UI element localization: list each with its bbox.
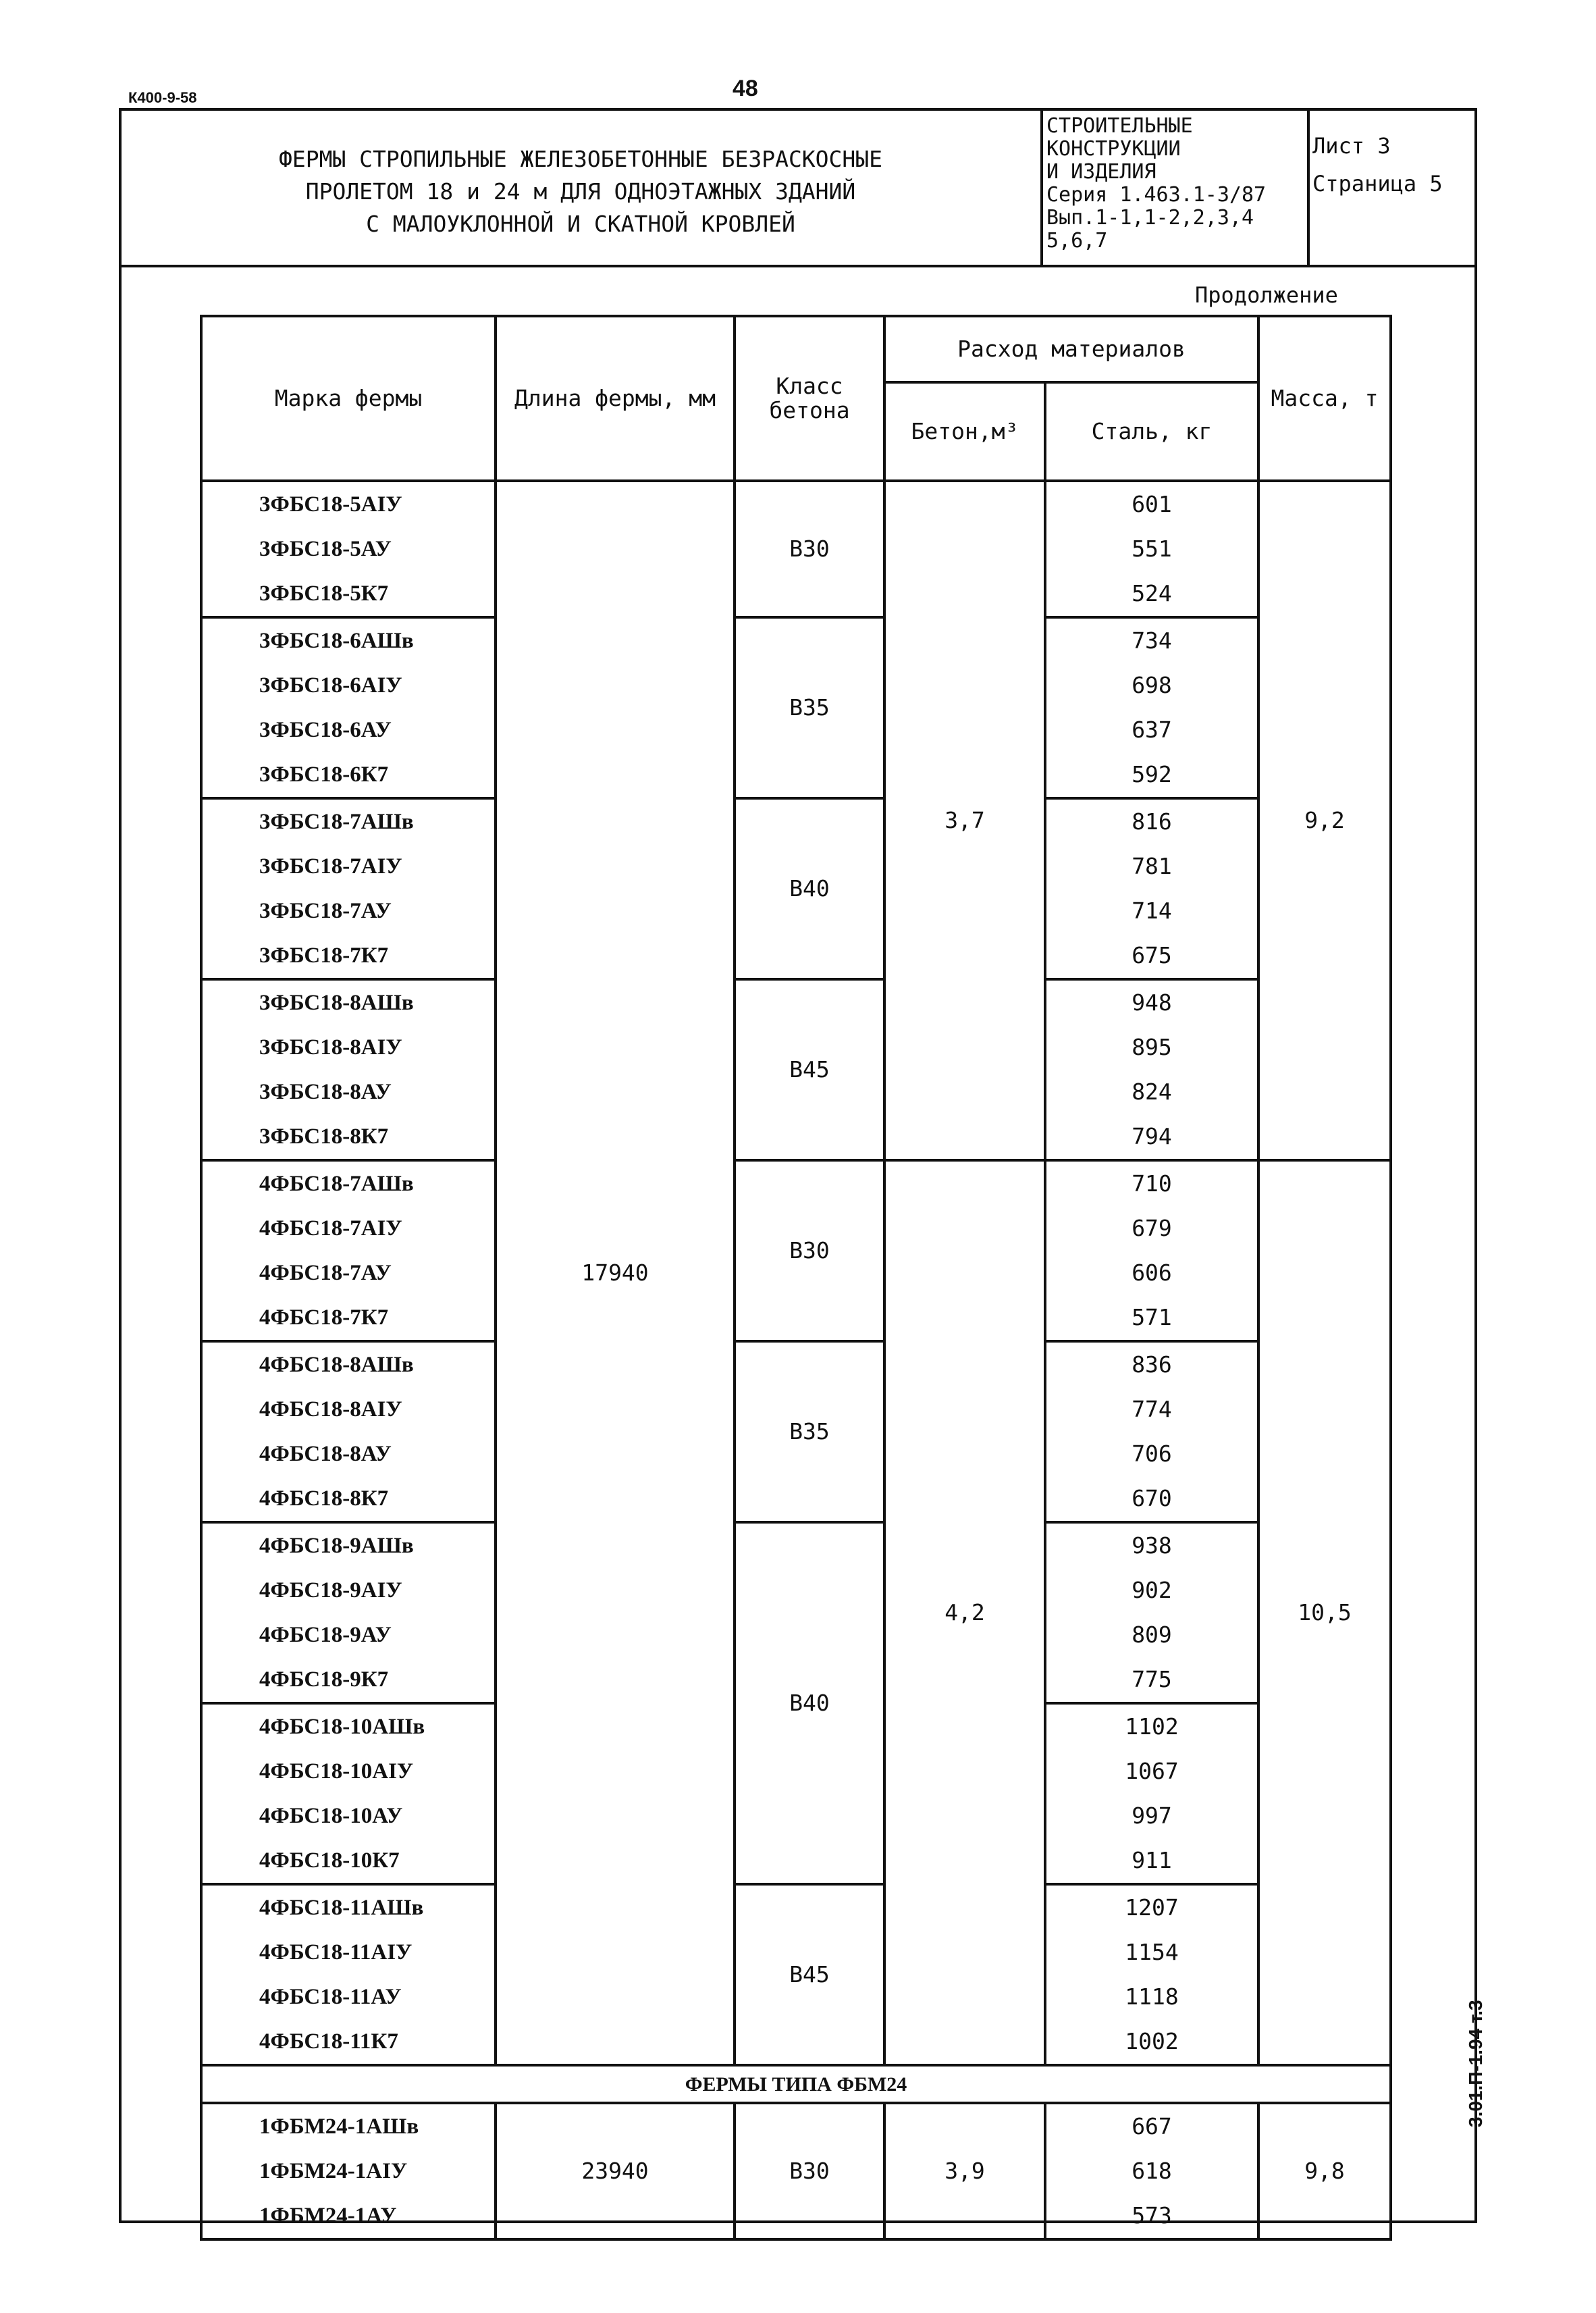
truss-mark: 3ФБС18-6АIУ bbox=[201, 663, 496, 708]
table-row bbox=[201, 2103, 1391, 2149]
steel-consumption: 1118 bbox=[1045, 1975, 1258, 2019]
steel-consumption: 679 bbox=[1045, 1206, 1258, 1251]
steel-consumption: 836 bbox=[1045, 1341, 1258, 1387]
steel-consumption: 606 bbox=[1045, 1251, 1258, 1295]
steel-consumption: 698 bbox=[1045, 663, 1258, 708]
title-line: ФЕРМЫ СТРОПИЛЬНЫЕ ЖЕЛЕЗОБЕТОННЫЕ БЕЗРАСКОСНЫЕ bbox=[278, 146, 883, 172]
concrete-class: B40 bbox=[735, 798, 884, 979]
title-line: С МАЛОУКЛОННОЙ И СКАТНОЙ КРОВЛЕЙ bbox=[366, 211, 795, 237]
continuation-label: Продолжение bbox=[1195, 282, 1338, 308]
steel-consumption: 1002 bbox=[1045, 2019, 1258, 2065]
steel-consumption: 675 bbox=[1045, 933, 1258, 979]
truss-mark: 1ФБМ24-1АШв bbox=[201, 2103, 496, 2149]
section-title: ФЕРМЫ ТИПА ФБМ24 bbox=[201, 2065, 1391, 2103]
truss-length: 23940 bbox=[496, 2103, 735, 2239]
truss-mark: 4ФБС18-7АIУ bbox=[201, 1206, 496, 1251]
truss-mark: 4ФБС18-10АIУ bbox=[201, 1749, 496, 1794]
steel-consumption: 809 bbox=[1045, 1613, 1258, 1657]
steel-consumption: 592 bbox=[1045, 752, 1258, 798]
truss-mark: 3ФБС18-8АШв bbox=[201, 979, 496, 1025]
sheet-info bbox=[1312, 127, 1443, 203]
truss-mark: 3ФБС18-8АIУ bbox=[201, 1025, 496, 1070]
steel-consumption: 1102 bbox=[1045, 1703, 1258, 1749]
steel-consumption: 670 bbox=[1045, 1476, 1258, 1522]
steel-consumption: 524 bbox=[1045, 571, 1258, 617]
truss-mark: 4ФБС18-7АШв bbox=[201, 1160, 496, 1206]
sheet-page: Страница 5 bbox=[1312, 171, 1443, 197]
steel-consumption: 706 bbox=[1045, 1432, 1258, 1476]
steel-consumption: 573 bbox=[1045, 2193, 1258, 2239]
concrete-volume: 3,7 bbox=[884, 481, 1045, 1160]
truss-mark: 3ФБС18-5АУ bbox=[201, 527, 496, 571]
concrete-class: B40 bbox=[735, 1522, 884, 1884]
truss-mark: 4ФБС18-8АУ bbox=[201, 1432, 496, 1476]
truss-mark: 4ФБС18-10К7 bbox=[201, 1838, 496, 1884]
concrete-class: B45 bbox=[735, 1884, 884, 2065]
truss-mark: 4ФБС18-8АIУ bbox=[201, 1387, 496, 1432]
header-concrete: Бетон,м³ bbox=[884, 382, 1045, 481]
truss-mark: 3ФБС18-7АIУ bbox=[201, 844, 496, 889]
truss-mass: 9,8 bbox=[1258, 2103, 1391, 2239]
steel-consumption: 1207 bbox=[1045, 1884, 1258, 1930]
section-header-row bbox=[201, 2065, 1391, 2103]
steel-consumption: 938 bbox=[1045, 1522, 1258, 1568]
header-mark: Марка фермы bbox=[201, 316, 496, 481]
steel-consumption: 816 bbox=[1045, 798, 1258, 844]
series-line: Серия 1.463.1-3/87 bbox=[1046, 183, 1267, 207]
truss-mark: 4ФБС18-10АУ bbox=[201, 1794, 496, 1838]
table-row bbox=[201, 1522, 1391, 1568]
document-code: К400-9-58 bbox=[128, 89, 197, 106]
series-line: 5,6,7 bbox=[1046, 229, 1108, 253]
truss-mark: 3ФБС18-6АШв bbox=[201, 617, 496, 663]
truss-mark: 4ФБС18-10АШв bbox=[201, 1703, 496, 1749]
steel-consumption: 911 bbox=[1045, 1838, 1258, 1884]
truss-mark: 4ФБС18-9АУ bbox=[201, 1613, 496, 1657]
trusses-table bbox=[200, 315, 1392, 2241]
concrete-class: B30 bbox=[735, 481, 884, 617]
truss-mark: 1ФБМ24-1АУ bbox=[201, 2193, 496, 2239]
table-body bbox=[201, 481, 1391, 2239]
steel-consumption: 551 bbox=[1045, 527, 1258, 571]
concrete-class: B35 bbox=[735, 1341, 884, 1522]
document-title bbox=[135, 143, 1026, 240]
truss-mark: 3ФБС18-7К7 bbox=[201, 933, 496, 979]
truss-mark: 4ФБС18-11АУ bbox=[201, 1975, 496, 2019]
concrete-volume: 3,9 bbox=[884, 2103, 1045, 2239]
truss-length: 17940 bbox=[496, 481, 735, 2065]
truss-mark: 4ФБС18-7АУ bbox=[201, 1251, 496, 1295]
truss-mark: 4ФБС18-9АIУ bbox=[201, 1568, 496, 1613]
truss-mark: 4ФБС18-11АIУ bbox=[201, 1930, 496, 1975]
concrete-class: B30 bbox=[735, 1160, 884, 1341]
steel-consumption: 571 bbox=[1045, 1295, 1258, 1341]
truss-mark: 3ФБС18-6АУ bbox=[201, 708, 496, 752]
truss-mark: 1ФБМ24-1АIУ bbox=[201, 2149, 496, 2193]
header-consumption: Расход материалов bbox=[884, 316, 1258, 382]
truss-mark: 4ФБС18-7К7 bbox=[201, 1295, 496, 1341]
table-row bbox=[201, 1341, 1391, 1387]
page-number: 48 bbox=[733, 76, 758, 101]
steel-consumption: 637 bbox=[1045, 708, 1258, 752]
steel-consumption: 774 bbox=[1045, 1387, 1258, 1432]
truss-mass: 10,5 bbox=[1258, 1160, 1391, 2065]
truss-mark: 4ФБС18-11К7 bbox=[201, 2019, 496, 2065]
side-code: 3.01.П-1.94 т.3 bbox=[1465, 2000, 1486, 2127]
concrete-class: B30 bbox=[735, 2103, 884, 2239]
series-line: Вып.1-1,1-2,2,3,4 bbox=[1046, 206, 1254, 230]
steel-consumption: 601 bbox=[1045, 481, 1258, 527]
steel-consumption: 1154 bbox=[1045, 1930, 1258, 1975]
steel-consumption: 710 bbox=[1045, 1160, 1258, 1206]
series-line: И ИЗДЕЛИЯ bbox=[1046, 160, 1156, 184]
title-block-divider bbox=[1307, 108, 1310, 267]
table-row bbox=[201, 617, 1391, 663]
truss-mark: 3ФБС18-5АIУ bbox=[201, 481, 496, 527]
table-row bbox=[201, 481, 1391, 527]
truss-mark: 4ФБС18-8АШв bbox=[201, 1341, 496, 1387]
steel-consumption: 1067 bbox=[1045, 1749, 1258, 1794]
header-class: Класс бетона bbox=[735, 316, 884, 481]
table-row bbox=[201, 1884, 1391, 1930]
concrete-class: B35 bbox=[735, 617, 884, 798]
steel-consumption: 667 bbox=[1045, 2103, 1258, 2149]
truss-mark: 4ФБС18-9АШв bbox=[201, 1522, 496, 1568]
series-line: СТРОИТЕЛЬНЫЕ bbox=[1046, 114, 1193, 138]
truss-mark: 3ФБС18-6К7 bbox=[201, 752, 496, 798]
title-line: ПРОЛЕТОМ 18 и 24 м ДЛЯ ОДНОЭТАЖНЫХ ЗДАНИЙ bbox=[305, 178, 856, 205]
steel-consumption: 824 bbox=[1045, 1070, 1258, 1114]
header-mass: Масса, т bbox=[1258, 316, 1391, 481]
truss-mark: 3ФБС18-8К7 bbox=[201, 1114, 496, 1160]
steel-consumption: 794 bbox=[1045, 1114, 1258, 1160]
concrete-volume: 4,2 bbox=[884, 1160, 1045, 2065]
header-length: Длина фермы, мм bbox=[496, 316, 735, 481]
steel-consumption: 775 bbox=[1045, 1657, 1258, 1703]
steel-consumption: 902 bbox=[1045, 1568, 1258, 1613]
steel-consumption: 948 bbox=[1045, 979, 1258, 1025]
steel-consumption: 895 bbox=[1045, 1025, 1258, 1070]
sheet-number: Лист 3 bbox=[1312, 133, 1391, 159]
truss-mark: 3ФБС18-5К7 bbox=[201, 571, 496, 617]
series-line: КОНСТРУКЦИИ bbox=[1046, 137, 1181, 161]
steel-consumption: 618 bbox=[1045, 2149, 1258, 2193]
truss-mark: 3ФБС18-7АУ bbox=[201, 889, 496, 933]
truss-mass: 9,2 bbox=[1258, 481, 1391, 1160]
truss-mark: 4ФБС18-9К7 bbox=[201, 1657, 496, 1703]
steel-consumption: 781 bbox=[1045, 844, 1258, 889]
truss-mark: 3ФБС18-7АШв bbox=[201, 798, 496, 844]
steel-consumption: 714 bbox=[1045, 889, 1258, 933]
truss-mark: 4ФБС18-11АШв bbox=[201, 1884, 496, 1930]
concrete-class: B45 bbox=[735, 979, 884, 1160]
table-row bbox=[201, 1160, 1391, 1206]
table-row bbox=[201, 798, 1391, 844]
steel-consumption: 734 bbox=[1045, 617, 1258, 663]
truss-mark: 3ФБС18-8АУ bbox=[201, 1070, 496, 1114]
truss-mark: 4ФБС18-8К7 bbox=[201, 1476, 496, 1522]
header-steel: Сталь, кг bbox=[1045, 382, 1258, 481]
steel-consumption: 997 bbox=[1045, 1794, 1258, 1838]
table-row bbox=[201, 979, 1391, 1025]
title-block-divider bbox=[1040, 108, 1043, 267]
series-info bbox=[1046, 115, 1266, 253]
